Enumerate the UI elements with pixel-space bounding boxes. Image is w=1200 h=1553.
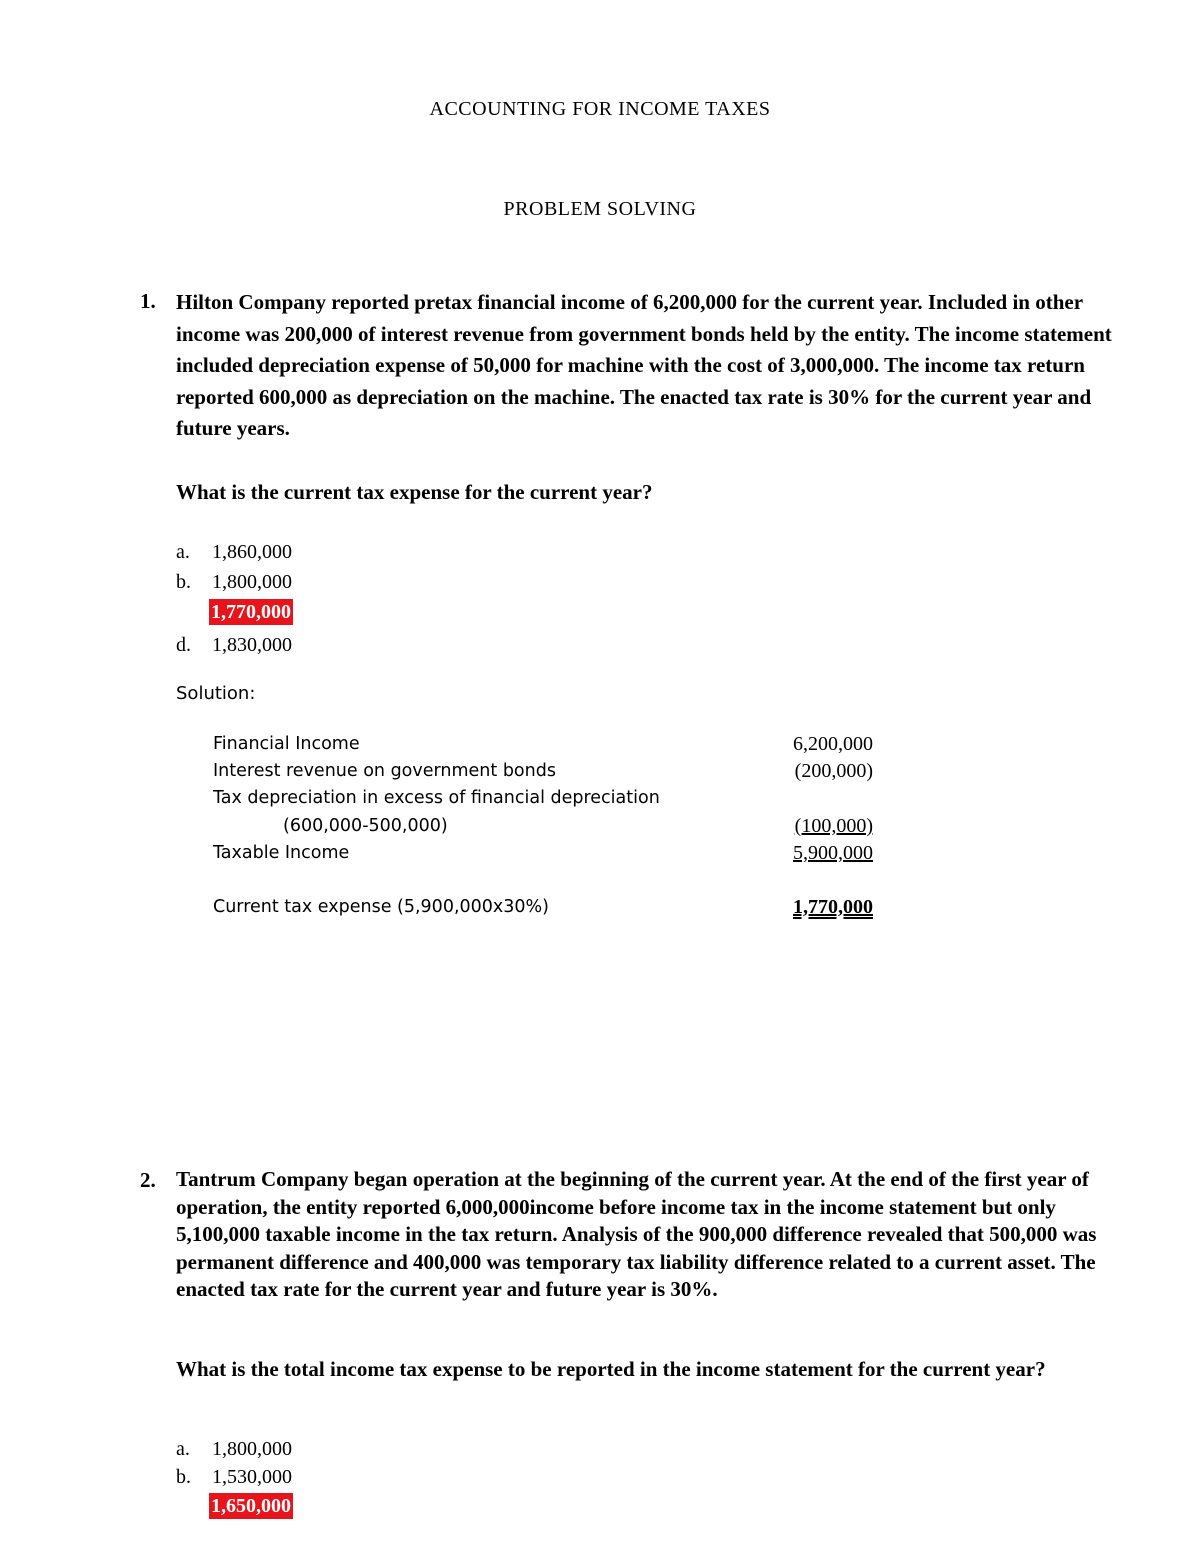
option-letter: b. — [176, 571, 191, 593]
document-subtitle: PROBLEM SOLVING — [503, 198, 697, 220]
option-value: 1,830,000 — [212, 634, 292, 656]
option-letter: b. — [176, 1466, 191, 1488]
document-title: ACCOUNTING FOR INCOME TAXES — [429, 98, 771, 120]
option-value: 1,860,000 — [212, 541, 292, 563]
problem-1-question: What is the current tax expense for the current year? — [176, 480, 653, 504]
option-letter: a. — [176, 541, 190, 563]
problem-1-text: Hilton Company reported pretax financial income of 6,200,000 for the current year. Included in other income was 200,000 of interest revenue from government bonds held by the entity. The income statement included depreciation expense of 50,000 for machine with the cost of 3,000,000. The income tax return reported 600,000 as depreciation on the machine. The enacted tax rate is 30% for the current year and future years. — [176, 290, 1112, 440]
option-value: 1,800,000 — [212, 571, 292, 593]
solution-row-amount: 5,900,000 — [793, 842, 873, 864]
solution-row-amount: (200,000) — [794, 760, 873, 782]
solution-row-amount: 6,200,000 — [793, 733, 873, 755]
problem-1-option-b — [176, 568, 292, 596]
solution-label: Solution: — [176, 683, 256, 704]
problem-1-option-a — [176, 538, 292, 566]
problem-2-option-a — [176, 1435, 292, 1463]
solution-row-label: Financial Income — [213, 734, 360, 754]
problem-2-question: What is the total income tax expense to be reported in the income statement for the current year? — [176, 1357, 1046, 1381]
solution-row-amount: (100,000) — [794, 815, 873, 837]
solution-row-label: Taxable Income — [213, 843, 350, 863]
option-value: 1,800,000 — [212, 1438, 292, 1460]
problem-2-option-b — [176, 1463, 292, 1491]
problem-2-option-c-highlighted-answer: 1,650,000 — [211, 1495, 291, 1517]
solution-row-amount: 1,770,000 — [793, 896, 873, 918]
problem-1-option-d — [176, 631, 292, 659]
problem-2-text: Tantrum Company began operation at the beginning of the current year. At the end of the first year of operation, the entity reported 6,000,000income before income tax in the income statement but only 5,100,000 taxable income in the tax return. Analysis of the 900,000 difference revealed that 500,000 was permanent difference and 400,000 was temporary tax liability difference related to a current asset. The enacted tax rate for the current year and future year is 30%. — [176, 1167, 1097, 1301]
problem-2-number: 2. — [140, 1168, 156, 1192]
option-letter: d. — [176, 634, 191, 656]
problem-1-number: 1. — [140, 289, 156, 313]
option-value: 1,530,000 — [212, 1466, 292, 1488]
solution-row-interest-revenue — [213, 758, 873, 784]
solution-row-depreciation-difference — [213, 813, 873, 839]
solution-row-financial-income — [213, 731, 873, 757]
solution-row-current-tax-expense — [213, 894, 873, 920]
solution-row-label: Current tax expense (5,900,000x30%) — [213, 897, 549, 917]
solution-row-label: (600,000-500,000) — [283, 816, 448, 836]
option-letter: a. — [176, 1438, 190, 1460]
problem-1-option-c-highlighted-answer: 1,770,000 — [211, 601, 291, 623]
solution-row-label: Tax depreciation in excess of financial depreciation — [213, 788, 660, 808]
solution-row-label: Interest revenue on government bonds — [213, 761, 556, 781]
solution-row-tax-depreciation — [213, 785, 873, 811]
solution-row-taxable-income — [213, 840, 873, 866]
